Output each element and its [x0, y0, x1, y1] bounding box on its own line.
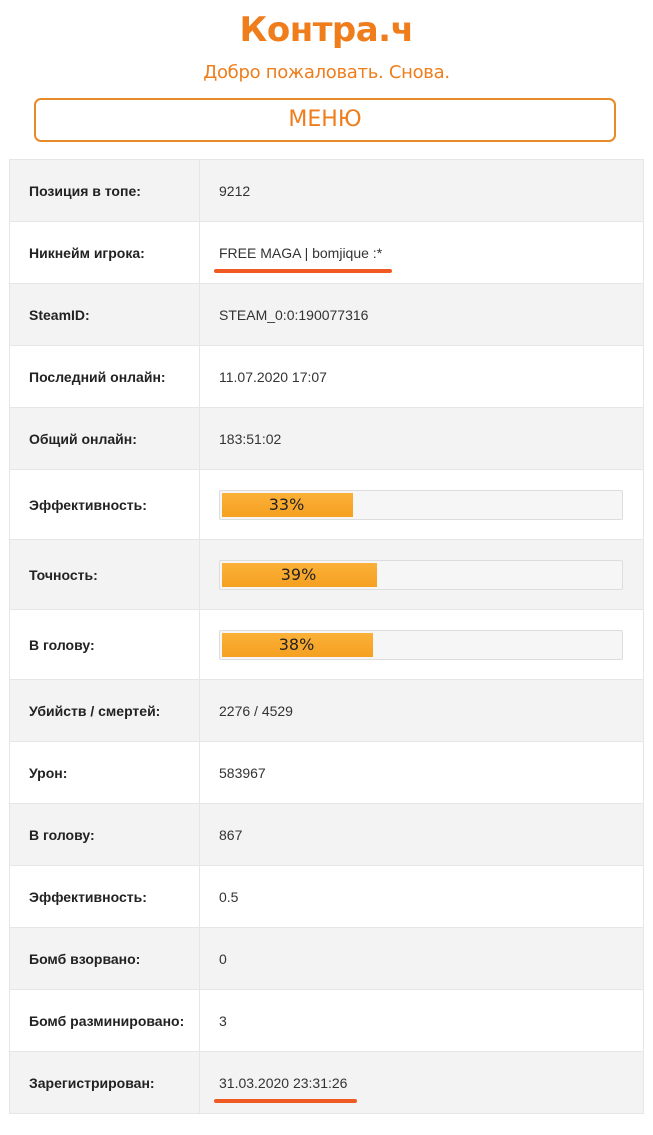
site-subtitle: Добро пожаловать. Снова. [203, 62, 450, 83]
stat-value: 11.07.2020 17:07 [200, 346, 644, 408]
stat-row-kills-deaths [10, 680, 644, 742]
stat-row-damage [10, 742, 644, 804]
stat-row-bombs-defused [10, 990, 644, 1052]
progress-text: 38% [278, 634, 315, 654]
stat-row-efficiency-bar [10, 470, 644, 540]
stat-row-headshots [10, 804, 644, 866]
stat-value: 2276 / 4529 [200, 680, 644, 742]
stat-label: Урон: [10, 742, 200, 804]
stat-value-cell [200, 470, 644, 540]
registered-value: 31.03.2020 23:31:26 [219, 1074, 348, 1091]
menu-button[interactable]: МЕНЮ [34, 98, 616, 142]
stat-value: STEAM_0:0:190077316 [200, 284, 644, 346]
stat-value-cell [200, 222, 644, 284]
progress-text: 33% [268, 494, 305, 514]
nickname-wrap [219, 245, 382, 261]
stat-value: 583967 [200, 742, 644, 804]
stat-label: Эффективность: [10, 866, 200, 928]
stat-label: В голову: [10, 610, 200, 680]
stat-row-last-online [10, 346, 644, 408]
stat-label: Точность: [10, 540, 200, 610]
efficiency-progress-bar [219, 490, 623, 520]
stat-value: 0.5 [200, 866, 644, 928]
stat-row-efficiency [10, 866, 644, 928]
progress-text: 39% [280, 564, 317, 584]
stat-value-cell [200, 540, 644, 610]
stat-row-bombs-exploded [10, 928, 644, 990]
stat-value-cell [200, 1052, 644, 1114]
registered-highlight-underline [214, 1099, 357, 1103]
site-title: Контра.ч [239, 10, 414, 50]
stat-label: SteamID: [10, 284, 200, 346]
stat-label: Бомб разминировано: [10, 990, 200, 1052]
stat-label: Убийств / смертей: [10, 680, 200, 742]
nickname-value: FREE MAGA | bomjique :* [219, 244, 383, 261]
stat-row-total-online [10, 408, 644, 470]
stat-value-cell [200, 610, 644, 680]
headshot-progress-bar [219, 630, 623, 660]
stat-label: Эффективность: [10, 470, 200, 540]
stat-row-top-position [10, 160, 644, 222]
stat-value: 867 [200, 804, 644, 866]
stat-row-nickname [10, 222, 644, 284]
stat-value: 9212 [200, 160, 644, 222]
stat-row-registered [10, 1052, 644, 1114]
registered-wrap [219, 1075, 347, 1091]
stat-label: Бомб взорвано: [10, 928, 200, 990]
stat-value: 0 [200, 928, 644, 990]
accuracy-progress-bar [219, 560, 623, 590]
nickname-highlight-underline [214, 269, 392, 273]
stat-value: 3 [200, 990, 644, 1052]
stat-value: 183:51:02 [200, 408, 644, 470]
stat-label: Никнейм игрока: [10, 222, 200, 284]
stat-row-accuracy-bar [10, 540, 644, 610]
stat-row-steamid [10, 284, 644, 346]
stat-row-headshot-bar [10, 610, 644, 680]
player-stats-table [9, 159, 644, 1114]
stat-label: Общий онлайн: [10, 408, 200, 470]
stat-label: Позиция в топе: [10, 160, 200, 222]
stat-label: Последний онлайн: [10, 346, 200, 408]
stat-label: Зарегистрирован: [10, 1052, 200, 1114]
stat-label: В голову: [10, 804, 200, 866]
